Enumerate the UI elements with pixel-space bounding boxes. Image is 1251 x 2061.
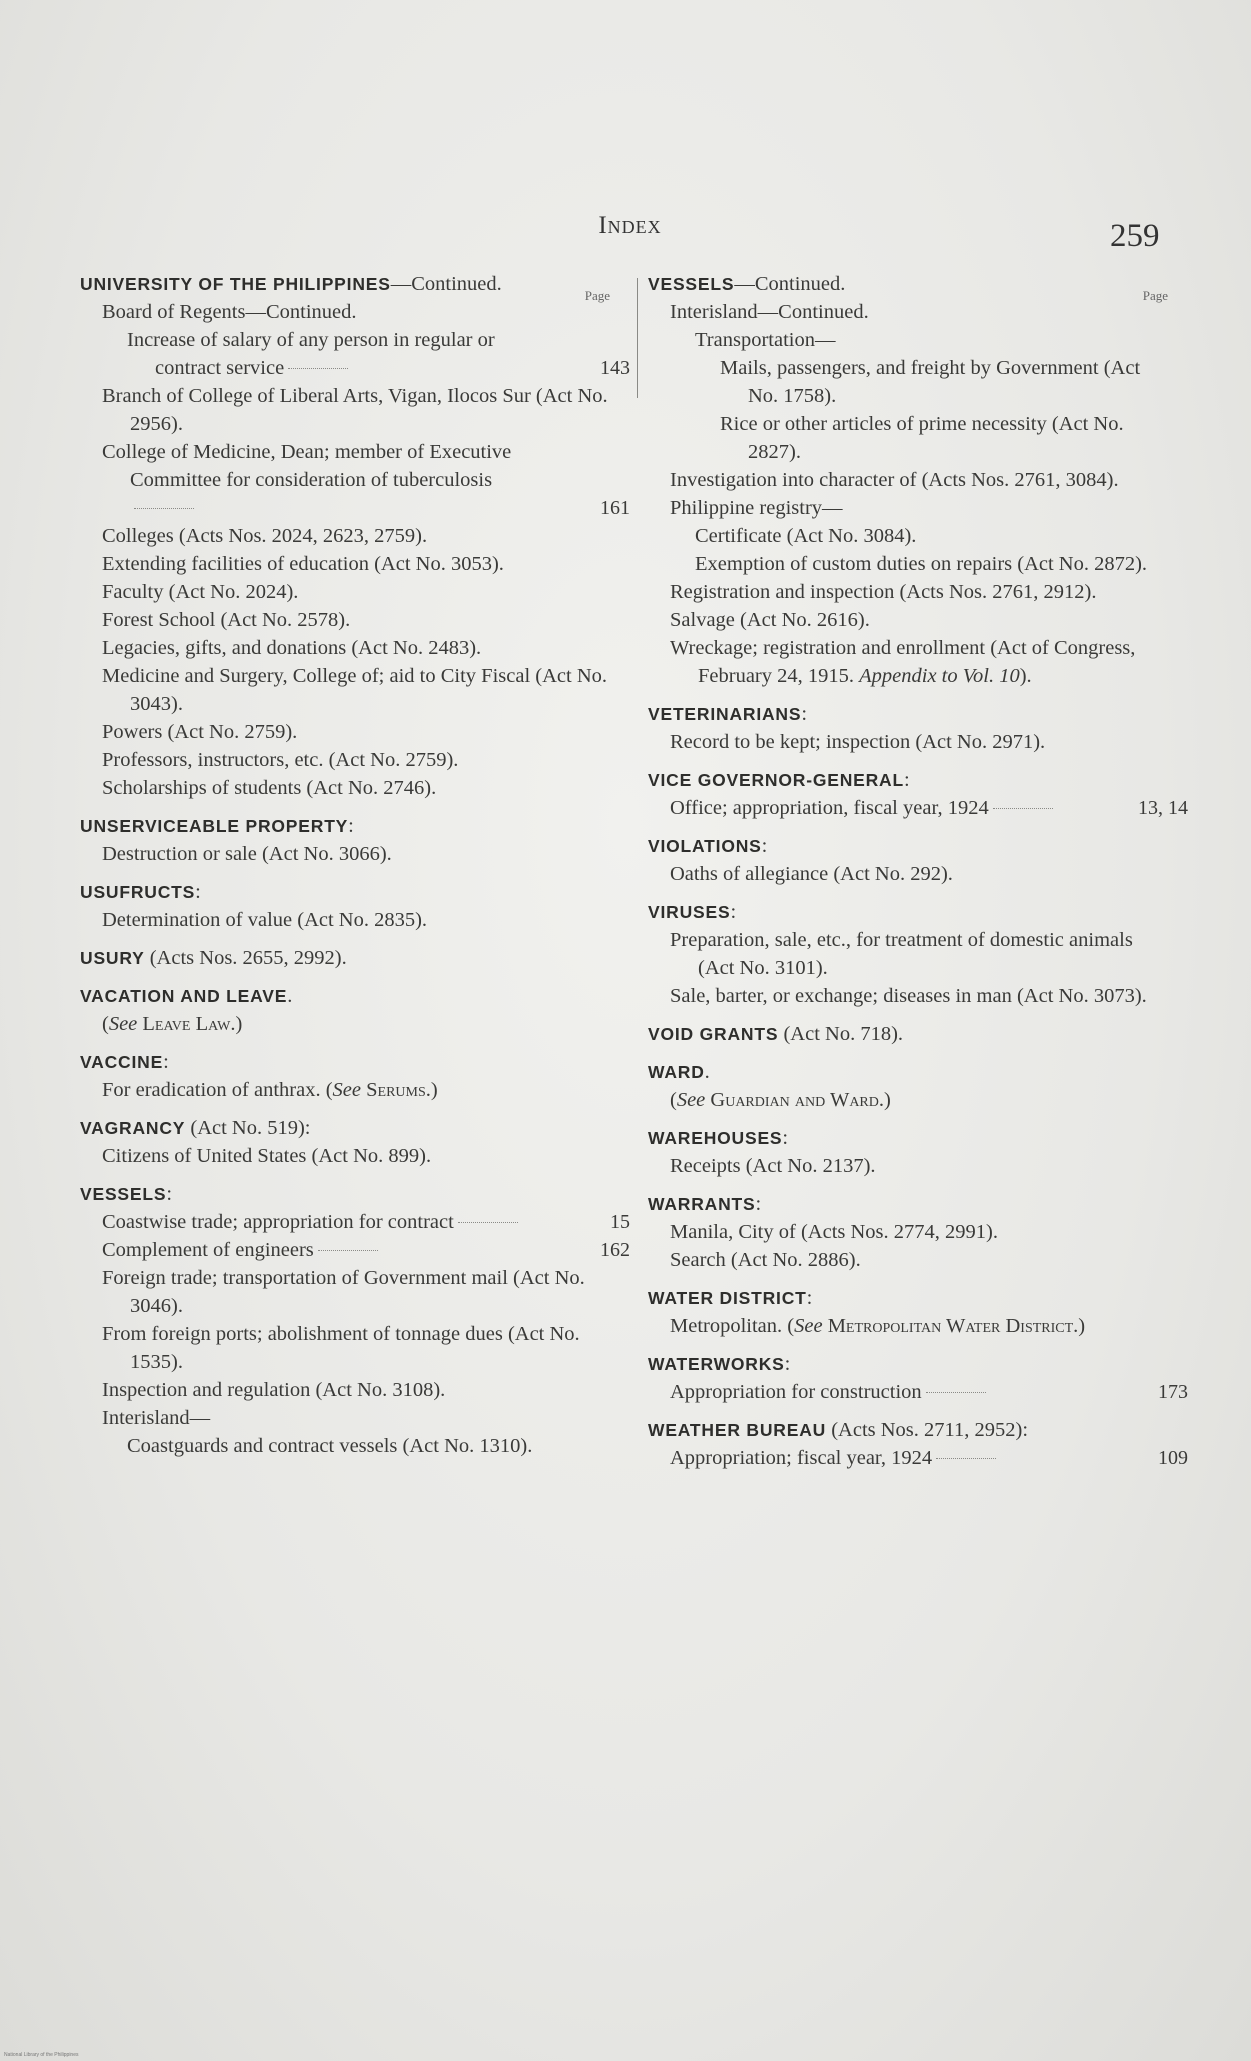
index-heading-suffix: :	[195, 881, 201, 903]
cross-reference: Guardian and Ward	[710, 1089, 879, 1111]
subentry-text: Wreckage; registration and enrollment (Act of Congress, February 24, 1915.	[670, 637, 1136, 687]
subentry-text: Manila, City of (Acts Nos. 2774, 2991).	[670, 1221, 998, 1243]
subentry-text: Scholarships of students (Act No. 2746).	[102, 777, 437, 799]
subentry-text: Colleges (Acts Nos. 2024, 2623, 2759).	[102, 525, 428, 547]
page-reference: 109	[1158, 1447, 1188, 1469]
index-entry	[648, 1020, 1168, 1048]
index-heading: WATER DISTRICT	[648, 1288, 807, 1308]
index-heading-suffix: (Act No. 519):	[185, 1117, 311, 1139]
index-subentry	[80, 1432, 610, 1460]
subentry-tail: ).	[1019, 665, 1032, 687]
index-entry	[80, 1048, 610, 1104]
subentry-text: Investigation into character of (Acts Nos. 2761, 3084).	[670, 469, 1119, 491]
see-label: See	[794, 1315, 823, 1337]
index-subentry	[648, 298, 1168, 326]
subentry-text: Interisland—Continued.	[670, 301, 869, 323]
index-heading-suffix: :	[166, 1183, 173, 1205]
index-entry	[80, 878, 610, 934]
index-subentry	[80, 1236, 630, 1264]
dot-leader	[926, 1392, 986, 1393]
index-entry	[648, 700, 1168, 756]
index-subentry	[648, 860, 1168, 888]
index-entry	[80, 270, 630, 802]
subentry-text: Transportation—	[695, 329, 836, 351]
index-heading-suffix: .	[287, 985, 293, 1007]
subentry-text: Oaths of allegiance (Act No. 292).	[670, 863, 953, 885]
subentry-text: Appropriation; fiscal year, 1924	[670, 1447, 933, 1469]
page-reference: 173	[1158, 1381, 1188, 1403]
cross-reference: Serums	[366, 1079, 426, 1101]
index-heading: VESSELS	[648, 274, 735, 294]
index-heading: VAGRANCY	[80, 1118, 186, 1138]
index-entry	[80, 1180, 630, 1460]
see-label: See	[108, 1013, 138, 1035]
dot-leader	[458, 1222, 518, 1223]
subentry-text: College of Medicine, Dean; member of Executive Committee for consideration of tuberculosis	[102, 441, 512, 491]
dot-leader	[936, 1458, 996, 1459]
subentry-tail: .)	[425, 1079, 438, 1101]
see-label: See	[676, 1089, 706, 1111]
index-heading: USUFRUCTS	[80, 882, 196, 902]
page-reference: 15	[610, 1211, 630, 1233]
index-heading-line	[80, 944, 610, 972]
index-subentry	[648, 410, 1168, 466]
index-subentry	[648, 1152, 1168, 1180]
index-heading-line	[80, 1048, 610, 1076]
subentry-text: Medicine and Surgery, College of; aid to City Fiscal (Act No. 3043).	[102, 665, 608, 715]
index-subentry	[80, 1076, 610, 1104]
subentry-tail: .)	[1073, 1315, 1086, 1337]
index-heading-line	[648, 1124, 1168, 1152]
index-subentry	[648, 728, 1168, 756]
index-subentry	[80, 906, 610, 934]
index-heading-line	[648, 1350, 1168, 1378]
subentry-text: Record to be kept; inspection (Act No. 2971).	[670, 731, 1046, 753]
index-subentry	[80, 298, 610, 326]
index-entry	[80, 944, 610, 972]
index-heading: VICE GOVERNOR-GENERAL	[648, 770, 904, 790]
index-heading: WATERWORKS	[648, 1354, 785, 1374]
index-subentry	[80, 1376, 610, 1404]
subentry-text: Powers (Act No. 2759).	[102, 721, 298, 743]
index-heading-line	[80, 812, 610, 840]
index-heading-line	[648, 766, 1168, 794]
dot-leader	[288, 368, 348, 369]
index-heading-line	[648, 700, 1168, 728]
index-subentry	[80, 438, 630, 522]
index-heading: VIOLATIONS	[648, 836, 762, 856]
page-reference: 162	[600, 1239, 630, 1261]
index-entry	[648, 832, 1168, 888]
index-subentry	[648, 606, 1168, 634]
index-heading: VESSELS	[80, 1184, 167, 1204]
subentry-text: Branch of College of Liberal Arts, Vigan, Ilocos Sur (Act No. 2956).	[102, 385, 608, 435]
index-heading-line	[648, 1284, 1168, 1312]
subentry-text: Philippine registry—	[670, 497, 843, 519]
subentry-text: Coastguards and contract vessels (Act No. 1310).	[127, 1435, 533, 1457]
subentry-text: Professors, instructors, etc. (Act No. 2759).	[102, 749, 459, 771]
page-column-header: Page	[584, 288, 610, 303]
subentry-text: Receipts (Act No. 2137).	[670, 1155, 876, 1177]
subentry-text: Rice or other articles of prime necessity (Act No. 2827).	[720, 413, 1124, 463]
index-subentry	[80, 578, 610, 606]
index-heading: WARD	[648, 1062, 705, 1082]
index-entry	[648, 1350, 1188, 1406]
index-subentry	[648, 1218, 1168, 1246]
dot-leader	[318, 1250, 378, 1251]
index-subentry	[80, 718, 610, 746]
subentry-text: Interisland—	[102, 1407, 211, 1429]
index-subentry	[80, 550, 610, 578]
index-heading: WEATHER BUREAU	[648, 1420, 827, 1440]
index-heading-line	[648, 270, 1168, 298]
index-heading-line	[648, 1020, 1168, 1048]
subentry-text: Forest School (Act No. 2578).	[102, 609, 351, 631]
subentry-text: Citizens of United States (Act No. 899).	[102, 1145, 432, 1167]
index-heading-line	[648, 898, 1168, 926]
index-heading-line	[648, 1416, 1168, 1444]
index-subentry	[80, 326, 630, 382]
subentry-text: Increase of salary of any person in regular or contract service	[127, 329, 495, 379]
page-column-header: Page	[1142, 288, 1168, 303]
index-heading-suffix: :	[806, 1287, 813, 1309]
index-heading-suffix: (Acts Nos. 2711, 2952):	[826, 1419, 1029, 1441]
index-entry	[648, 1284, 1168, 1340]
index-subentry	[80, 522, 610, 550]
index-column-right	[648, 260, 1188, 1472]
index-heading: USURY	[80, 948, 145, 968]
index-heading: WAREHOUSES	[648, 1128, 783, 1148]
subentry-text: Extending facilities of education (Act No. 3053).	[102, 553, 504, 575]
index-subentry	[648, 1378, 1188, 1406]
index-subentry	[80, 1142, 610, 1170]
index-subentry	[648, 1444, 1188, 1472]
subentry-text: Preparation, sale, etc., for treatment of domestic animals (Act No. 3101).	[670, 929, 1133, 979]
subentry-tail: .)	[878, 1089, 891, 1111]
index-entry	[648, 1124, 1168, 1180]
index-column-left	[80, 260, 630, 1460]
index-entry	[648, 898, 1168, 1010]
see-label: See	[332, 1079, 361, 1101]
index-heading-suffix: .	[704, 1061, 710, 1083]
index-subentry	[80, 382, 610, 438]
index-heading-line	[648, 832, 1168, 860]
page-reference: 143	[600, 357, 630, 379]
index-subentry	[80, 840, 610, 868]
subentry-text: Metropolitan. (	[670, 1315, 795, 1337]
index-heading: WARRANTS	[648, 1194, 756, 1214]
subentry-text: Board of Regents—Continued.	[102, 301, 357, 323]
subentry-text: Mails, passengers, and freight by Government (Act No. 1758).	[720, 357, 1141, 407]
index-subentry	[648, 982, 1168, 1010]
subentry-text: Registration and inspection (Acts Nos. 2761, 2912).	[670, 581, 1097, 603]
index-heading-line	[648, 1058, 1168, 1086]
index-subentry	[648, 926, 1168, 982]
index-entry	[648, 270, 1168, 690]
subentry-text: From foreign ports; abolishment of tonnage dues (Act No. 1535).	[102, 1323, 580, 1373]
index-subentry	[80, 1320, 610, 1376]
index-heading: VACATION AND LEAVE	[80, 986, 288, 1006]
index-subentry	[80, 1404, 610, 1432]
subentry-text: Search (Act No. 2886).	[670, 1249, 861, 1271]
italic-reference: Appendix to Vol. 10	[859, 665, 1020, 687]
index-subentry	[648, 1312, 1168, 1340]
index-entry	[648, 1416, 1188, 1472]
index-heading-line	[80, 270, 610, 298]
index-heading-suffix: —Continued.	[390, 273, 502, 295]
index-heading-suffix: :	[761, 835, 768, 857]
subentry-text: Coastwise trade; appropriation for contract	[102, 1211, 454, 1233]
page-reference: 13, 14	[1138, 797, 1188, 819]
subentry-text: Salvage (Act No. 2616).	[670, 609, 870, 631]
subentry-text: Destruction or sale (Act No. 3066).	[102, 843, 392, 865]
subentry-text: For eradication of anthrax. (	[102, 1079, 333, 1101]
index-heading: VOID GRANTS	[648, 1024, 779, 1044]
index-heading-suffix: :	[784, 1353, 791, 1375]
dot-leader	[134, 508, 194, 509]
subentry-text: Appropriation for construction	[670, 1381, 922, 1403]
index-heading-suffix: (Act No. 718).	[778, 1023, 904, 1045]
index-heading-suffix: :	[755, 1193, 762, 1215]
index-heading: VETERINARIANS	[648, 704, 802, 724]
page-number: 259	[1110, 218, 1160, 254]
index-heading: UNSERVICEABLE PROPERTY	[80, 816, 349, 836]
index-subentry	[648, 494, 1168, 522]
subentry-text: Determination of value (Act No. 2835).	[102, 909, 428, 931]
index-heading-suffix: (Acts Nos. 2655, 2992).	[144, 947, 347, 969]
index-subentry	[648, 1246, 1168, 1274]
subentry-tail: .)	[230, 1013, 243, 1035]
index-subentry	[80, 1208, 630, 1236]
index-subentry	[648, 522, 1168, 550]
index-heading-suffix: :	[904, 769, 910, 791]
cross-reference: Leave Law	[142, 1013, 231, 1035]
footer-note: National Library of the Philippines	[4, 2052, 79, 2058]
index-subentry	[80, 746, 610, 774]
subentry-text: Exemption of custom duties on repairs (Act No. 2872).	[695, 553, 1148, 575]
subentry-text: Certificate (Act No. 3084).	[695, 525, 917, 547]
index-heading: VIRUSES	[648, 902, 731, 922]
index-subentry	[80, 774, 610, 802]
index-heading: VACCINE	[80, 1052, 164, 1072]
subentry-text: Faculty (Act No. 2024).	[102, 581, 299, 603]
index-heading-suffix: :	[163, 1051, 169, 1073]
subentry-text: Complement of engineers	[102, 1239, 314, 1261]
index-subentry	[80, 1264, 610, 1320]
index-subentry	[648, 634, 1168, 690]
index-heading-line	[80, 1180, 610, 1208]
index-heading-line	[80, 878, 610, 906]
index-entry	[648, 1190, 1168, 1274]
index-heading-line	[80, 982, 610, 1010]
index-subentry	[80, 662, 610, 718]
page-reference: 161	[600, 497, 630, 519]
index-subentry	[648, 794, 1188, 822]
running-head: Index	[598, 212, 662, 239]
subentry-text: Legacies, gifts, and donations (Act No. 2483).	[102, 637, 482, 659]
index-subentry	[80, 606, 610, 634]
subentry-text: Inspection and regulation (Act No. 3108).	[102, 1379, 446, 1401]
index-heading-line	[648, 1190, 1168, 1218]
cross-reference: Metropolitan Water District	[827, 1315, 1074, 1337]
index-entry	[648, 1058, 1168, 1114]
index-subentry: (See Guardian and Ward.)	[670, 1089, 891, 1111]
index-entry	[80, 1114, 610, 1170]
index-subentry	[648, 550, 1168, 578]
index-subentry	[80, 634, 610, 662]
index-heading-suffix: :	[801, 703, 808, 725]
subentry-text: Sale, barter, or exchange; diseases in man (Act No. 3073).	[670, 985, 1147, 1007]
index-heading-suffix: —Continued.	[734, 273, 846, 295]
index-subentry	[648, 326, 1168, 354]
subentry-text: Office; appropriation, fiscal year, 1924	[670, 797, 989, 819]
index-heading-line	[80, 1114, 610, 1142]
index-entry	[80, 982, 610, 1038]
subentry-text: Foreign trade; transportation of Government mail (Act No. 3046).	[102, 1267, 585, 1317]
index-heading-suffix: :	[348, 815, 354, 837]
index-subentry	[648, 466, 1168, 494]
index-entry	[648, 766, 1188, 822]
index-heading-suffix: :	[730, 901, 737, 923]
index-heading-suffix: :	[782, 1127, 789, 1149]
index-entry	[80, 812, 610, 868]
index-subentry: (See Leave Law.)	[102, 1013, 243, 1035]
dot-leader	[993, 808, 1053, 809]
index-subentry	[648, 578, 1168, 606]
index-subentry	[648, 354, 1168, 410]
index-heading: UNIVERSITY OF THE PHILIPPINES	[80, 274, 391, 294]
